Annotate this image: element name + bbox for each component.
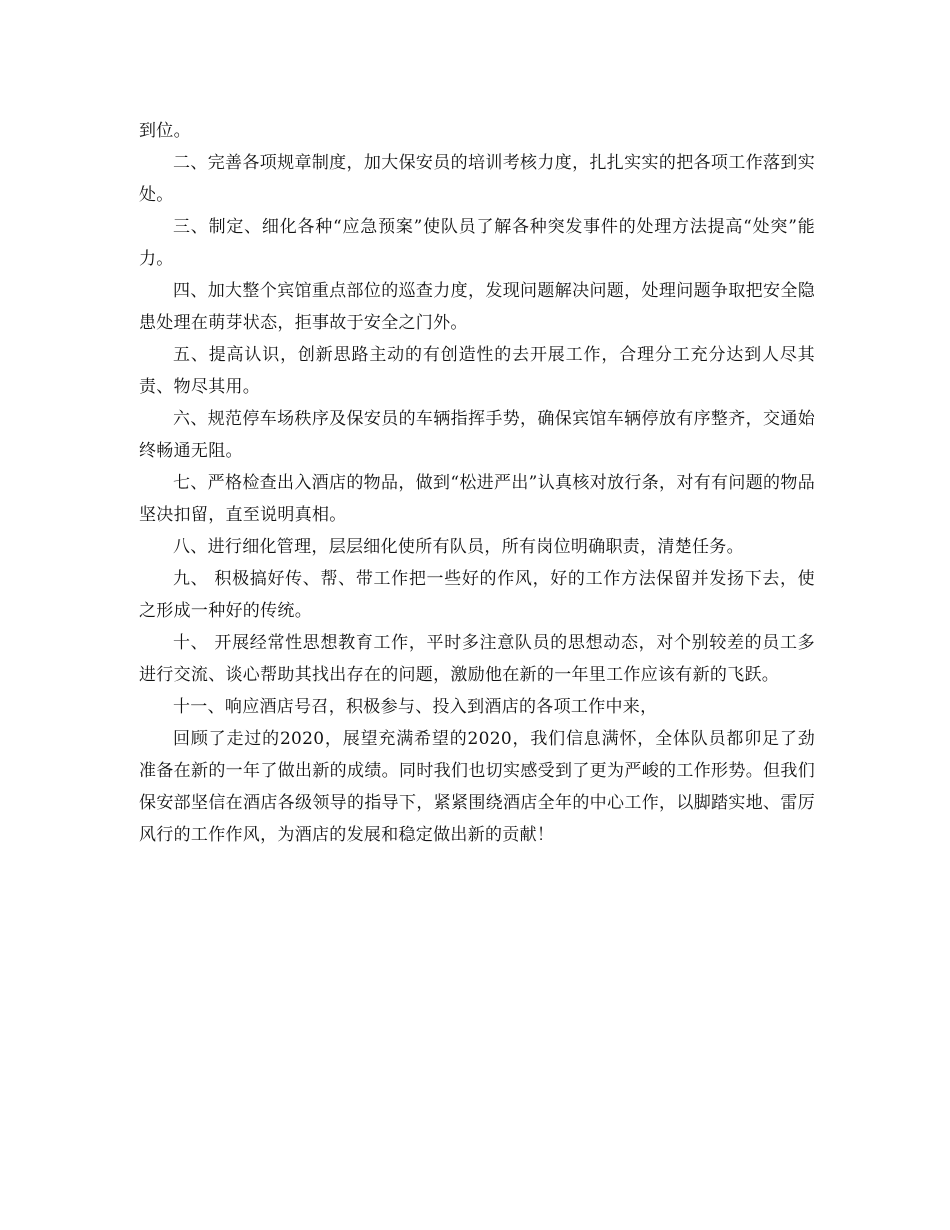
paragraph-item-10: 十、 开展经常性思想教育工作，平时多注意队员的思想动态，对个别较差的员工多进行交流、谈心帮助其找出存在的问题，激励他在新的一年里工作应该有新的飞跃。 [139, 633, 815, 685]
paragraph-item-6: 六、规范停车场秩序及保安员的车辆指挥手势，确保宾馆车辆停放有序整齐，交通始终畅通无阻。 [139, 409, 815, 461]
paragraph-item-11: 十一、响应酒店号召，积极参与、投入到酒店的各项工作中来， [173, 697, 658, 717]
paragraph-conclusion: 回顾了走过的2020，展望充满希望的2020，我们信息满怀，全体队员都卯足了劲准备在新的一年了做出新的成绩。同时我们也切实感受到了更为严峻的工作形势。但我们保安部坚信在酒店各级领导的指导下，紧紧围绕酒店全年的中心工作，以脚踏实地、雷厉风行的工作作风，为酒店的发展和稳定做出新的贡献！ [139, 729, 815, 845]
paragraph-item-4: 四、加大整个宾馆重点部位的巡查力度，发现问题解决问题，处理问题争取把安全隐患处理在萌芽状态，拒事故于安全之门外。 [139, 281, 815, 333]
paragraph-item-5: 五、提高认识，创新思路主动的有创造性的去开展工作，合理分工充分达到人尽其责、物尽其用。 [139, 345, 815, 397]
paragraph-item-7: 七、严格检查出入酒店的物品，做到“松进严出”认真核对放行条，对有有问题的物品坚决扣留，直至说明真相。 [139, 473, 815, 525]
document-body [139, 115, 815, 851]
paragraph-item-9: 九、 积极搞好传、帮、带工作把一些好的作风，好的工作方法保留并发扬下去，使之形成一种好的传统。 [139, 569, 815, 621]
paragraph-item-2: 二、完善各项规章制度，加大保安员的培训考核力度，扎扎实实的把各项工作落到实处。 [139, 153, 815, 205]
paragraph-item-8: 八、进行细化管理，层层细化使所有队员，所有岗位明确职责，清楚任务。 [173, 537, 744, 557]
paragraph-continuation: 到位。 [139, 121, 191, 141]
paragraph-item-3: 三、制定、细化各种“应急预案”使队员了解各种突发事件的处理方法提高“处突”能力。 [139, 217, 815, 269]
